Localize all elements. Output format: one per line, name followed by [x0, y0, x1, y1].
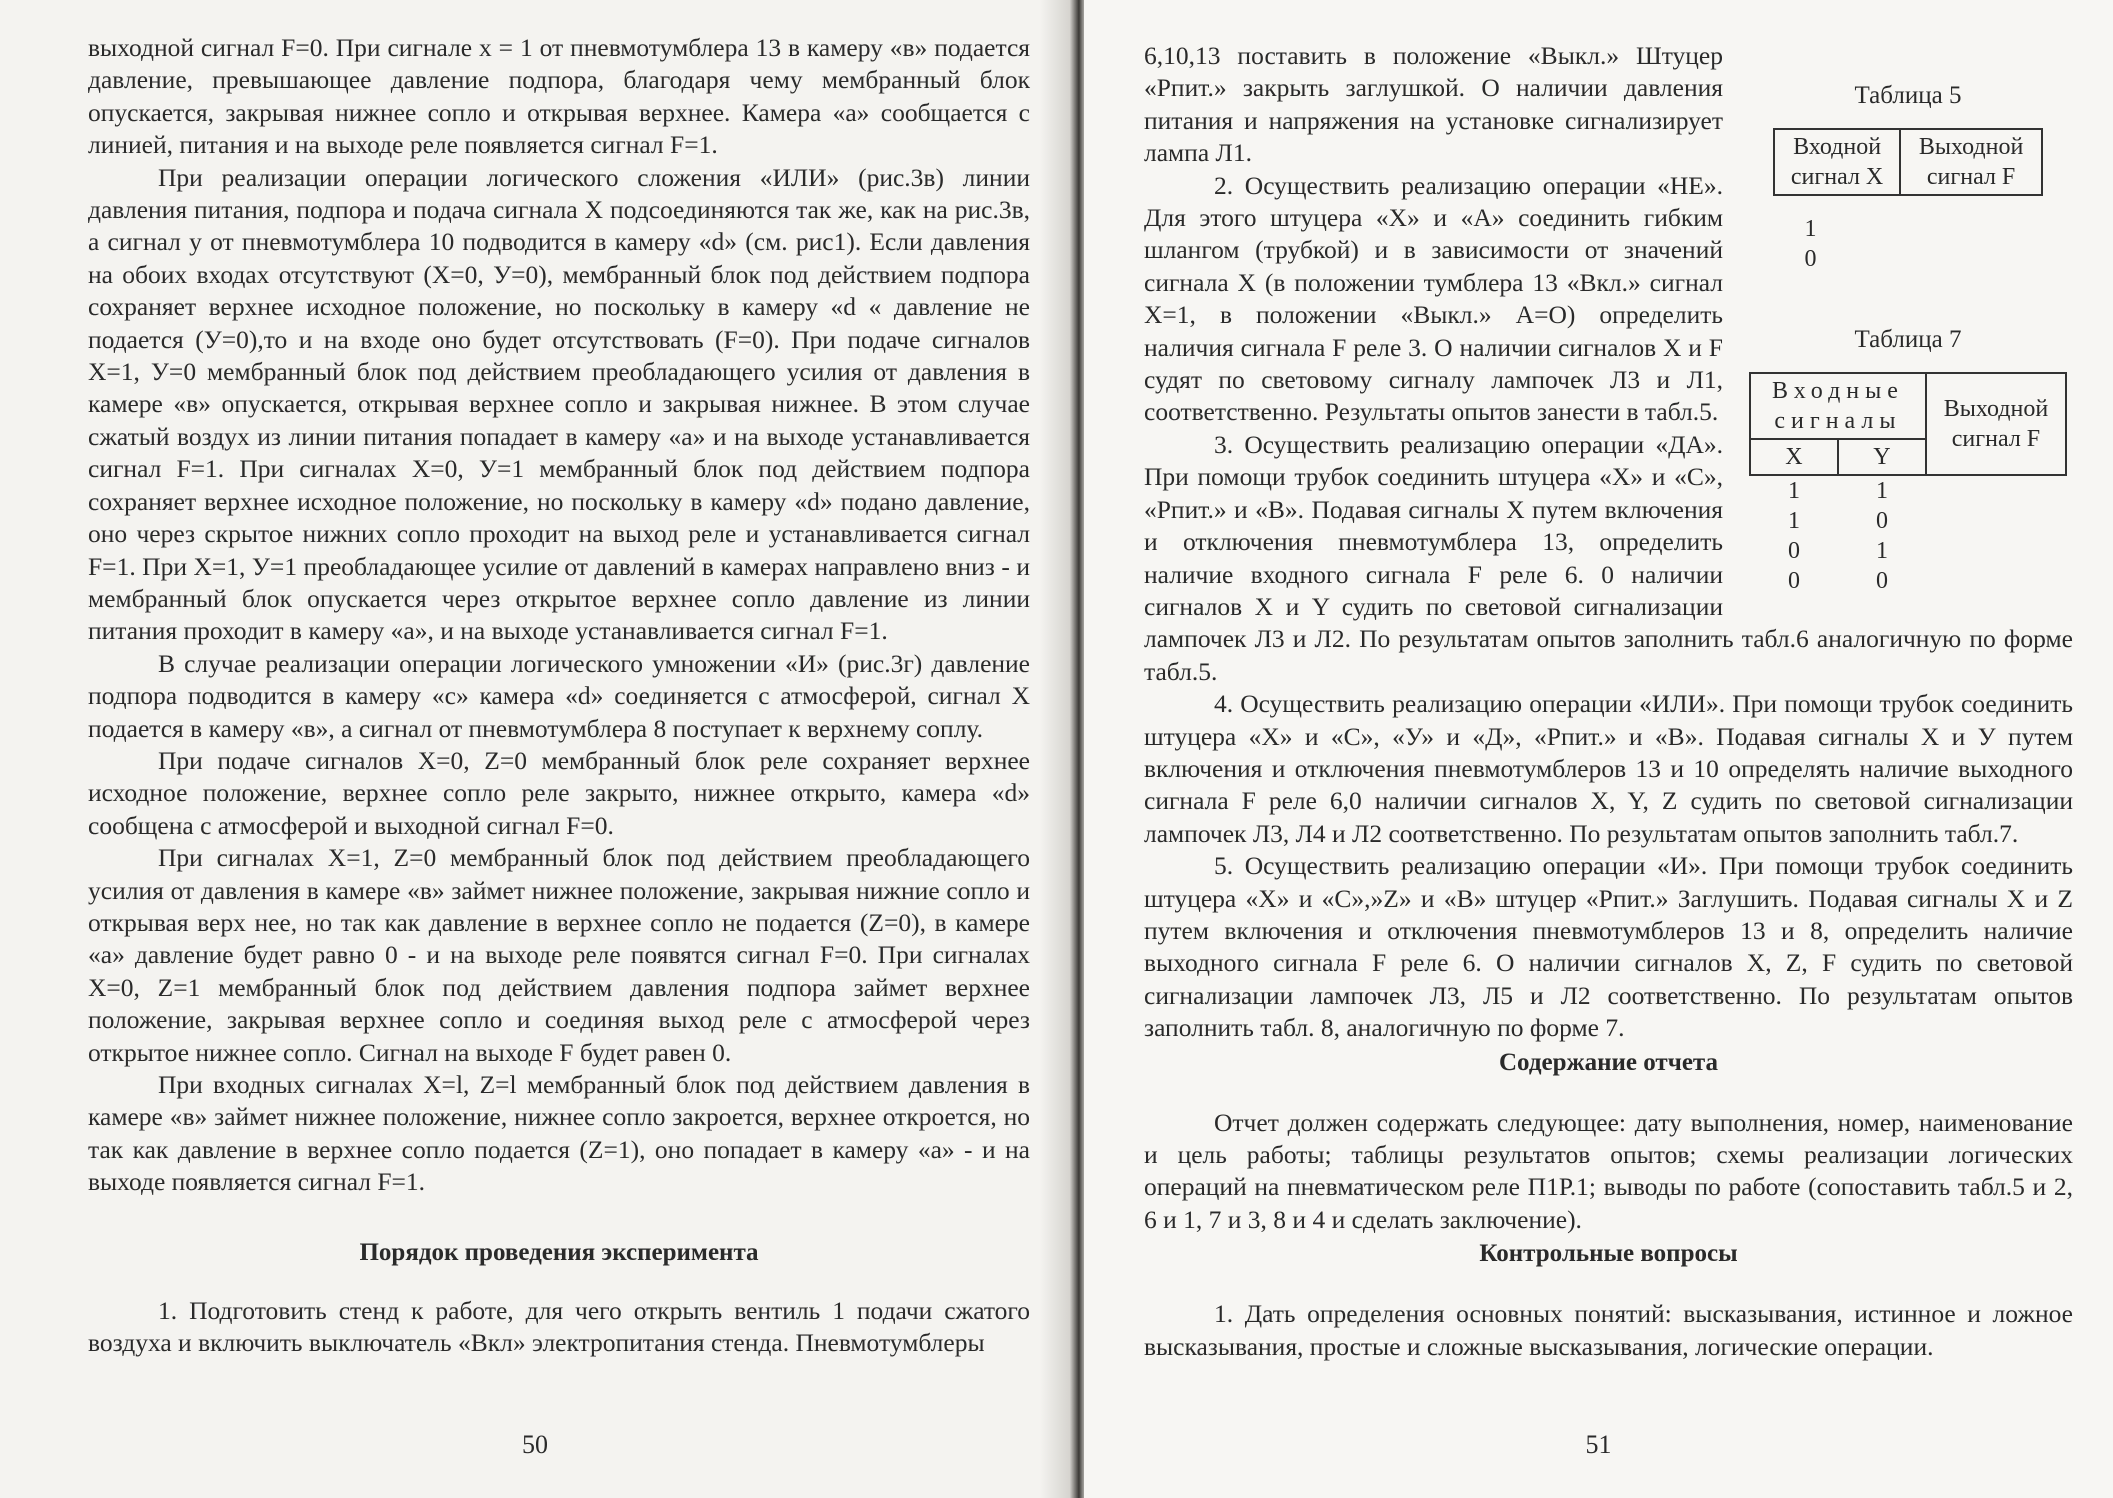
paragraph: 1. Дать определения основных понятий: высказывания, истинное и ложное высказывания, простые и сложные высказывания, логические операции. [1144, 1299, 2073, 1361]
paragraph: 1. Подготовить стенд к работе, для чего открыть вентиль 1 подачи сжатого воздуха и включить выключатель «Вкл» электропитания стенда. Пневмотумблеры [88, 1295, 1030, 1358]
table-5 [1773, 128, 2043, 196]
table7-cell: 0 [1875, 508, 1888, 534]
table7-x-header: X [1750, 439, 1838, 475]
section-heading: Порядок проведения эксперимента [359, 1238, 759, 1266]
table7-cell: 1 [1787, 508, 1800, 534]
paragraph: выходной сигнал F=0. При сигнале x = 1 от пневмотумблера 13 в камеру «в» подается давление, превышающее давление подпора, благодаря чему мембранный блок опускается, закрывая нижнее сопло и открывая верхнее. Камера «а» сообщается с линией, питания и на выходе реле появляется сигнал F=1. [88, 33, 1030, 160]
table7-inputs-header: Входные сигналы [1750, 373, 1926, 439]
table-row [1750, 536, 2066, 566]
paragraph: При реализации операции логического сложения «ИЛИ» (рис.3в) линии давления питания, подпора и подача сигнала X подсоединяются так же, как на рис.3в, а сигнал у от пневмотумблера 10 подводится в камеру «d» (см. рис1). Если давления на обоих входах отсутствуют (X=0, У=0), мембранный блок под действием подпора сохраняет верхнее исходное положение, но поскольку в камеру «d « давление не подается (У=0),то и на входе оно будет отсутствовать (F=0). При подаче сигналов X=1, У=0 мембранный блок под действием преобладающего усилия от давления в камере «в» опускается, открывая верхнее сопло и закрывая нижнее. В этом случае сжатый воздух из линии питания попадает в камеру «а» и на выходе устанавливается сигнал F=1. При сигналах X=0, У=1 мембранный блок под действием подпора сохраняет верхнее исходное положение, но поскольку в камеру «d» подано давление, оно через скрытое нижних сопло проходит на выход реле и устанавливается сигнал F=1. При X=1, У=1 преобладающее усилие от давлений в камерах направлено вниз - и мембранный блок опускается через открытое верхнее сопло давление из линии питания проходит в камеру «а», и на выходе устанавливается сигнал F=1. [88, 162, 1030, 646]
table5-input-header: Входной сигнал X [1774, 129, 1900, 195]
paragraph: 4. Осуществить реализацию операции «ИЛИ». При помощи трубок соединить штуцера «X» и «С», «У» и «Д», «Рпит.» и «В». Подавая сигналы X и У путем включения и отключения пневмотумблеров 13 и 10 определять наличие выходного сигнала F реле 6,0 наличии сигналов X, Y, Z судить по световой сигнализации лампочек Л3, Л4 и Л2 соответственно. По результатам опытов заполнить табл.7. [1144, 689, 2073, 848]
table-row [1750, 506, 2066, 536]
paragraph: 3. Осуществить реализацию операции «ДА». При помощи трубок соединить штуцера «X» и «С», «Рпит.» и «В». Подавая сигналы X путем включения и отключения пневмотумблера 13, определить наличие входного сигнала F реле 6. 0 наличии сигналов X и Y судить по световой сигнализации лампочек Л3 и Л2. По результатам опытов заполнить табл.6 аналогичную по форме табл.5. [1144, 429, 2073, 686]
paragraph: 6,10,13 поставить в положение «Выкл.» Штуцер «Рпит.» закрыть заглушкой. О наличии давления питания и напряжения на установке сигнализирует лампа Л1. [1144, 41, 1723, 168]
table7-cell: 0 [1787, 538, 1800, 564]
table7-caption: Таблица 7 [1854, 326, 1962, 353]
paragraph: При сигналах X=1, Z=0 мембранный блок под действием преобладающего усилия от давления в камере «в» займет нижнее положение, закрывая нижние сопло и открывая верх нее, но так как давление в верхнее сопло не подается (Z=0), в камере «а» давление будет равно 0 - и на выходе реле появятся сигнал F=0. При сигналах X=0, Z=1 мембранный блок под действием давления подпора займет верхнее положение, закрывая верхнее сопло и соединяя выход реле с атмосферой через открытое нижнее сопло. Сигнал на выходе F будет равен 0. [88, 843, 1030, 1067]
table7-cell: 0 [1787, 568, 1800, 594]
table7-y-header: Y [1838, 439, 1926, 475]
table5-caption: Таблица 5 [1854, 82, 1962, 109]
table5-value: 1 [1804, 216, 1817, 242]
table5-values [1743, 214, 2073, 274]
right-page [1084, 0, 2113, 1498]
table7-cell: 1 [1875, 478, 1888, 504]
paragraph: Отчет должен содержать следующее: дату выполнения, номер, наименование и цель работы; таблицы результатов опытов; схемы реализации логических операций на пневматическом реле П1Р.1; выводы по работе (сопоставить табл.5 и 2, 6 и 1, 7 и 3, 8 и 4 и сделать заключение). [1144, 1107, 2073, 1234]
table7-output-header: Выходной сигнал F [1926, 373, 2066, 475]
table-row [1750, 475, 2066, 506]
section-heading: Контрольные вопросы [1479, 1240, 1738, 1268]
table7-cell: 0 [1875, 568, 1888, 594]
table7-cell: 1 [1787, 478, 1800, 504]
table-7 [1749, 372, 2067, 596]
table5-value: 0 [1804, 246, 1817, 272]
paragraph: При подаче сигналов X=0, Z=0 мембранный блок реле сохраняет верхнее исходное положение, верхнее сопло реле закрыто, нижнее открыто, камера «d» сообщена с атмосферой и выходной сигнал F=0. [88, 745, 1030, 840]
table7-cell: 1 [1875, 538, 1888, 564]
tables-column [1743, 40, 2073, 596]
page-number: 51 [1585, 1430, 1612, 1459]
paragraph: 2. Осуществить реализацию операции «НЕ». Для этого штуцера «X» и «А» соединить гибким шлангом (трубкой) и в зависимости от значений сигнала X (в положении тумблера 13 «Вкл.» сигнал X=1, в положении «Выкл.» А=О) определить наличия сигнала F реле 3. О наличии сигналов X и F судят по световому сигналу лампочек Л3 и Л1, соответственно. Результаты опытов занести в табл.5. [1144, 170, 1723, 427]
page-number: 50 [522, 1430, 548, 1459]
table5-output-header: Выходной сигнал F [1900, 129, 2042, 195]
paragraph: В случае реализации операции логического умножении «И» (рис.3г) давление подпора подводится в камеру «с» камера «d» соединяется с атмосферой, сигнал X подается в камеру «в», а сигнал от пневмотумблера 8 поступает к верхнему соплу. [88, 648, 1030, 743]
section-heading: Содержание отчета [1499, 1048, 1718, 1076]
paragraph: 5. Осуществить реализацию операции «И». При помощи трубок соединить штуцера «X» и «С»,»Z» и «В» штуцер «Рпит.» Заглушить. Подавая сигналы X и Z путем включения и отключения пневмотумблеров 13 и 8, определить наличие выходного сигнала F реле 6. О наличии сигналов X, Z, F судить по световой сигнализации лампочек Л3, Л5 и Л2 соответственно. По результатам опытов заполнить табл. 8, аналогичную по форме 7. [1144, 851, 2073, 1043]
table-row [1750, 566, 2066, 596]
paragraph: При входных сигналах X=l, Z=l мембранный блок под действием давления в камере «в» займет нижнее положение, нижнее сопло закроется, верхнее откроется, но так как давление в верхнее сопло подается (Z=1), оно попадает в камеру «а» - и на выходе появляется сигнал F=1. [88, 1070, 1030, 1197]
